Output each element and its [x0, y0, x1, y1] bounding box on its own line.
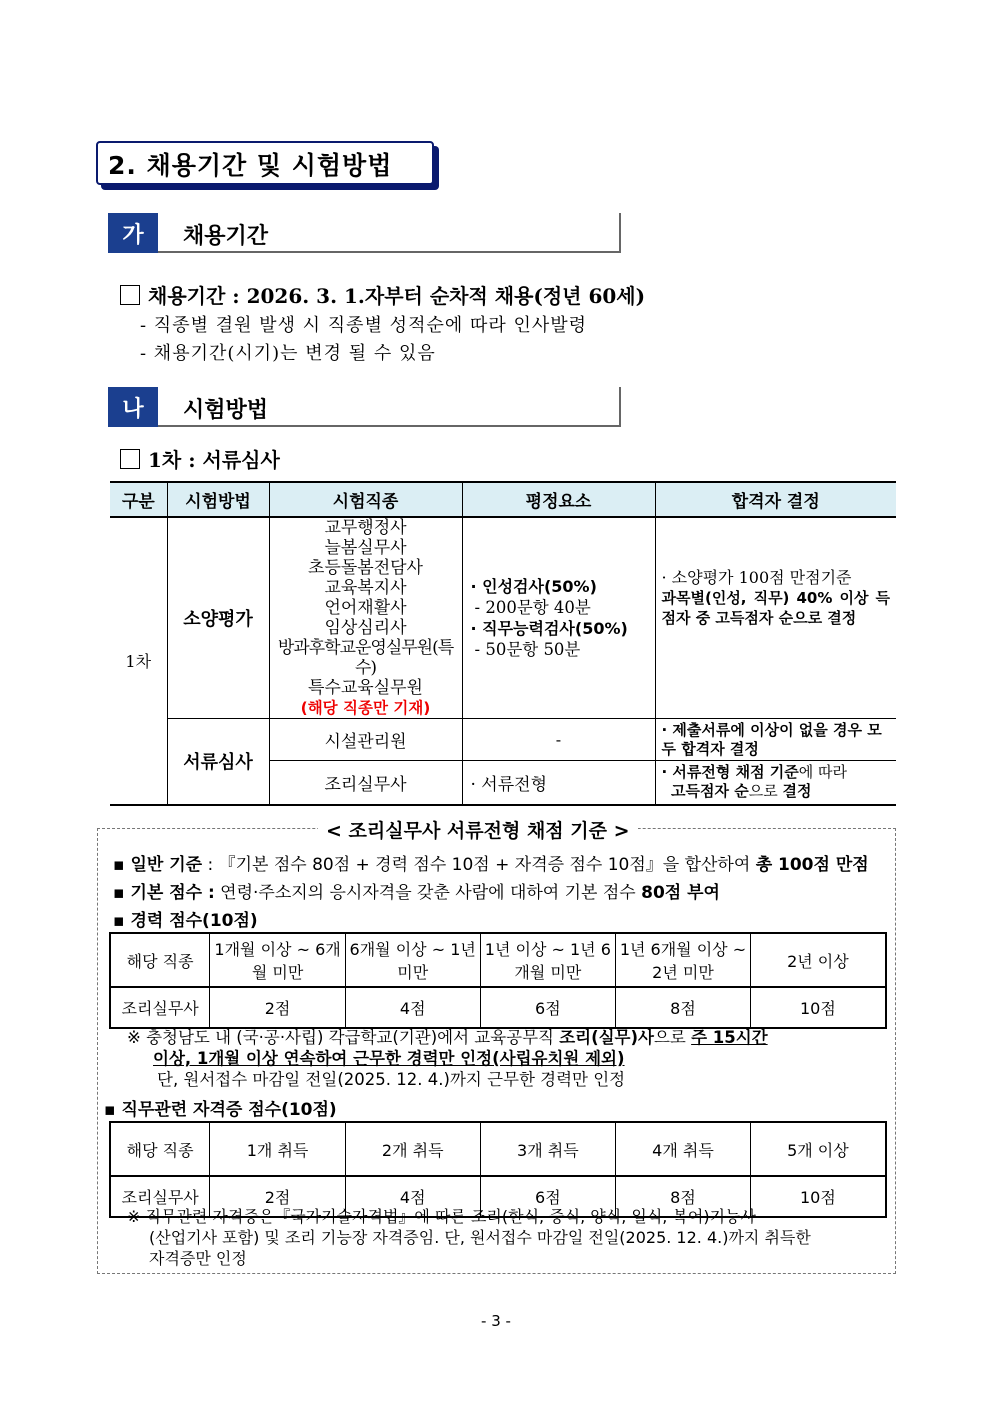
- job-cell: 시설관리원: [269, 719, 462, 761]
- round-cell: 1차: [110, 517, 167, 805]
- decision-part: 결정: [782, 782, 812, 801]
- decision-line: 과목별(인성, 직무) 40% 이상 득점자 중 고득점자 순으로 결정: [661, 589, 890, 627]
- table-cell: 8점: [616, 987, 751, 1028]
- job-item: 언어재활사: [324, 598, 407, 618]
- decision-cell: [655, 517, 896, 719]
- table-header-row: [110, 1122, 886, 1176]
- header-cell: 2년 이상: [750, 933, 886, 987]
- recruit-sub-2: - 채용기간(시기)는 변경 될 수 있음: [140, 343, 436, 364]
- section-b-title: 시험방법: [183, 398, 269, 423]
- table-cell: 6점: [480, 987, 616, 1028]
- table-cell: 10점: [750, 987, 886, 1028]
- header-cell: 5개 이상: [750, 1122, 886, 1176]
- first-round-line: [120, 444, 280, 473]
- general-bold: 총 100점 만점: [755, 855, 869, 875]
- table-cell: 4점: [345, 1176, 480, 1217]
- job-item: 초등돌봄전담사: [308, 558, 423, 578]
- section-a-title: 채용기간: [183, 224, 269, 249]
- header-cell: 1년 6개월 이상 ~ 2년 미만: [616, 933, 751, 987]
- table-header-row: [110, 482, 896, 517]
- career-note-line3: 단, 원서접수 마감일 전일(2025. 12. 4.)까지 근무한 경력만 인정: [157, 1070, 626, 1089]
- cert-note: [127, 1206, 889, 1269]
- cert-note-line1: ※ 직무관련 자격증은『국가기술자격법』에 따른 조리(한식, 중식, 양식, 일식, 복어)기능사: [127, 1207, 756, 1226]
- table-cell: 10점: [750, 1176, 886, 1217]
- method-cell: 소양평가: [167, 517, 269, 719]
- table-cell: 2점: [210, 987, 346, 1028]
- job-item: 임상심리사: [324, 618, 407, 638]
- career-note-part: 조리(실무)사: [559, 1028, 654, 1047]
- header-cell: 시험방법: [167, 482, 269, 517]
- header-cell: 해당 직종: [110, 933, 210, 987]
- eval-cell: -: [462, 719, 655, 761]
- header-cell: 시험직종: [269, 482, 462, 517]
- job-cell: 조리실무사: [269, 761, 462, 805]
- table-cell: 조리실무사: [110, 987, 210, 1028]
- career-note-part: 으로: [653, 1028, 692, 1047]
- header-cell: 1개월 이상 ~ 6개월 미만: [210, 933, 346, 987]
- header-cell: 구분: [110, 482, 167, 517]
- table-cell: 4점: [345, 987, 480, 1028]
- job-item: 방과후학교운영실무원(특수): [277, 638, 454, 678]
- cert-note-line3: 자격증만 인정: [149, 1249, 247, 1268]
- header-cell: 1년 이상 ~ 1년 6개월 미만: [480, 933, 616, 987]
- general-text: : 『기본 점수 80점 + 경력 점수 10점 + 자격증 점수 10점』을 합산하여: [202, 855, 756, 875]
- page-number: - 3 -: [481, 1312, 511, 1330]
- decision-line: · 소양평가 100점 만점기준: [661, 568, 852, 587]
- scoring-box-title: < 조리실무사 서류전형 채점 기준 >: [318, 816, 638, 843]
- basic-label: ▪ 기본 점수 :: [113, 883, 215, 903]
- header-cell: 1개 취득: [210, 1122, 346, 1176]
- job-item: 늘봄실무사: [324, 538, 407, 558]
- table-cell: 2점: [210, 1176, 346, 1217]
- decision-part: · 서류전형 채점 기준: [661, 763, 799, 782]
- section-a-underline: [158, 251, 621, 253]
- basic-text: 연령·주소지의 응시자격을 갖춘 사람에 대하여 기본 점수: [214, 883, 642, 903]
- eval-item: · 직무능력검사(50%): [470, 619, 628, 638]
- method-cell: 서류심사: [167, 719, 269, 805]
- basic-score: [113, 878, 720, 903]
- table-cell: 8점: [616, 1176, 751, 1217]
- general-label: ▪ 일반 기준: [113, 855, 203, 875]
- section-a-badge: 가: [108, 213, 158, 253]
- career-note-part: ※ 충청남도 내 (국·공·사립) 각급학교(기관)에서 교육공무직: [127, 1028, 560, 1047]
- recruit-sub-1: - 직종별 결원 발생 시 직종별 성적순에 따라 인사발령: [140, 315, 588, 336]
- exam-method-table: [110, 481, 896, 806]
- checkbox-icon: [120, 285, 140, 305]
- job-item: 교무행정사: [324, 518, 407, 538]
- eval-cell: · 서류전형: [462, 761, 655, 805]
- eval-item: - 50문항 50분: [474, 640, 581, 659]
- header-cell: 6개월 이상 ~ 1년 미만: [345, 933, 480, 987]
- cert-score-label: ▪ 직무관련 자격증 점수(10점): [104, 1100, 337, 1120]
- section-a-rightline: [619, 213, 621, 252]
- table-cell: 6점: [480, 1176, 616, 1217]
- eval-item: - 200문항 40분: [474, 598, 591, 617]
- header-cell: 4개 취득: [616, 1122, 751, 1176]
- cert-score-table: [109, 1121, 887, 1218]
- header-cell: 해당 직종: [110, 1122, 210, 1176]
- jobs-note: (해당 직종만 기재): [300, 699, 431, 717]
- page-title: 2. 채용기간 및 시험방법: [108, 151, 393, 180]
- table-row: [110, 719, 896, 761]
- basic-bold: 80점 부여: [641, 883, 720, 903]
- decision-part: 으로: [748, 782, 783, 801]
- job-item: 특수교육실무원: [308, 678, 423, 698]
- cert-note-line2: (산업기사 포함) 및 조리 기능장 자격증임. 단, 원서접수 마감일 전일(2025. 12. 4.)까지 취득한: [149, 1228, 811, 1247]
- recruit-period-line: [120, 280, 645, 309]
- table-header-row: [110, 933, 886, 987]
- table-cell: 조리실무사: [110, 1176, 210, 1217]
- career-note-line2: 이상, 1개월 이상 연속하여 근무한 경력만 인정(사립유치원 제외): [153, 1049, 625, 1068]
- decision-cell: [655, 761, 896, 805]
- first-round-text: 1차 : 서류심사: [148, 448, 280, 472]
- header-cell: 평정요소: [462, 482, 655, 517]
- eval-item: · 인성검사(50%): [470, 577, 597, 596]
- career-score-table: [109, 932, 887, 1029]
- section-b-badge: 나: [108, 387, 158, 427]
- career-note: [127, 1027, 889, 1090]
- header-cell: 2개 취득: [345, 1122, 480, 1176]
- decision-cell: · 제출서류에 이상이 없을 경우 모두 합격자 결정: [655, 719, 896, 761]
- header-cell: 합격자 결정: [655, 482, 896, 517]
- section-b-rightline: [619, 387, 621, 426]
- career-note-part: 주 15시간: [691, 1028, 768, 1047]
- checkbox-icon: [120, 449, 140, 469]
- table-row: [110, 517, 896, 719]
- section-b-underline: [158, 425, 621, 427]
- header-cell: 3개 취득: [480, 1122, 616, 1176]
- job-item: 교육복지사: [324, 578, 407, 598]
- career-score-label: ▪ 경력 점수(10점): [113, 911, 258, 931]
- table-row: [110, 987, 886, 1028]
- jobs-cell: [269, 517, 462, 719]
- recruit-period-text: 채용기간 : 2026. 3. 1.자부터 순차적 채용(정년 60세): [148, 284, 646, 308]
- eval-cell: [462, 517, 655, 719]
- decision-part: 에 따라: [798, 763, 848, 782]
- decision-part: 고득점자 순: [671, 782, 749, 801]
- general-criteria: [113, 850, 869, 875]
